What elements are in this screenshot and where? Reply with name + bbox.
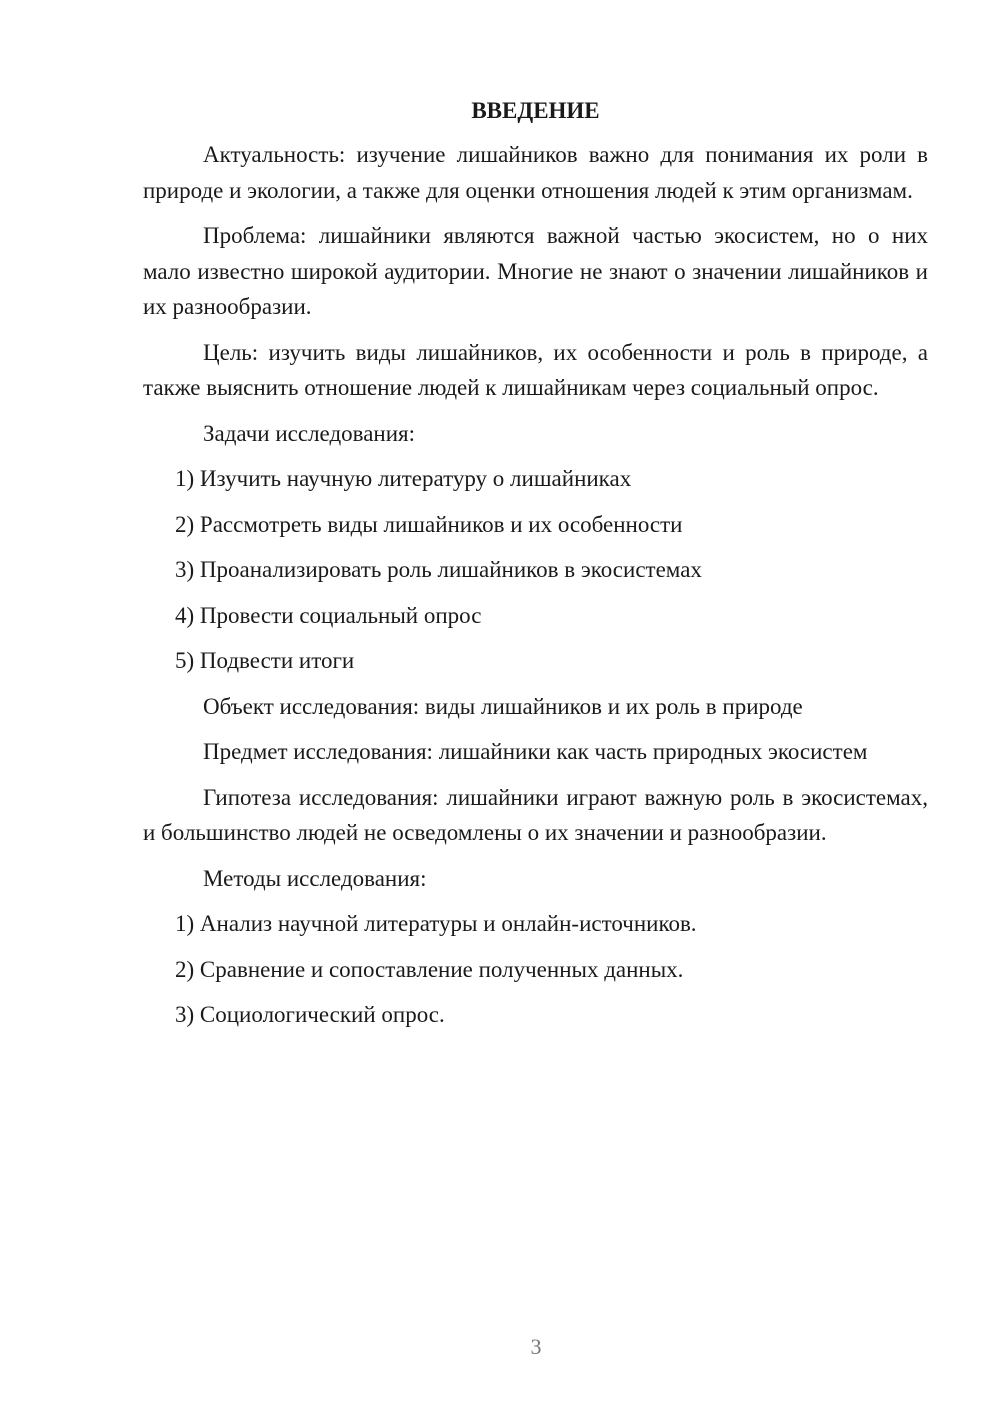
task-item: 1) Изучить научную литературу о лишайниках [175, 466, 632, 491]
problem-paragraph: Проблема: лишайники являются важной частью экосистем, но о них мало известно широкой аудитории. Многие не знают о значении лишайников и их разнообразии. [143, 223, 928, 319]
document-body [143, 95, 928, 1043]
methods-title: Методы исследования: [203, 865, 427, 891]
hypothesis-paragraph: Гипотеза исследования: лишайники играют важную роль в экосистемах, и большинство людей не осведомлены о их значении и разнообразии. [143, 784, 928, 845]
subject-line: Предмет исследования: лишайники как часть природных экосистем [203, 739, 868, 764]
method-item: 2) Сравнение и сопоставление полученных данных. [175, 956, 684, 982]
section-heading: ВВЕДЕНИЕ [471, 98, 600, 123]
method-item: 3) Социологический опрос. [175, 1002, 445, 1027]
goal-paragraph: Цель: изучить виды лишайников, их особенности и роль в природе, а также выяснить отношение людей к лишайникам через социальный опрос. [143, 339, 928, 400]
task-item: 4) Провести социальный опрос [175, 602, 482, 628]
task-item: 3) Проанализировать роль лишайников в экосистемах [175, 557, 702, 582]
task-item: 2) Рассмотреть виды лишайников и их особенности [175, 511, 683, 537]
page-number: 3 [530, 1334, 542, 1359]
object-line: Объект исследования: виды лишайников и их роль в природе [203, 693, 803, 719]
task-item: 5) Подвести итоги [175, 648, 355, 673]
method-item: 1) Анализ научной литературы и онлайн-источников. [175, 911, 697, 936]
tasks-title: Задачи исследования: [203, 420, 416, 446]
relevance-paragraph: Актуальность: изучение лишайников важно для понимания их роли в природе и экологии, а также для оценки отношения людей к этим организмам. [143, 142, 928, 203]
